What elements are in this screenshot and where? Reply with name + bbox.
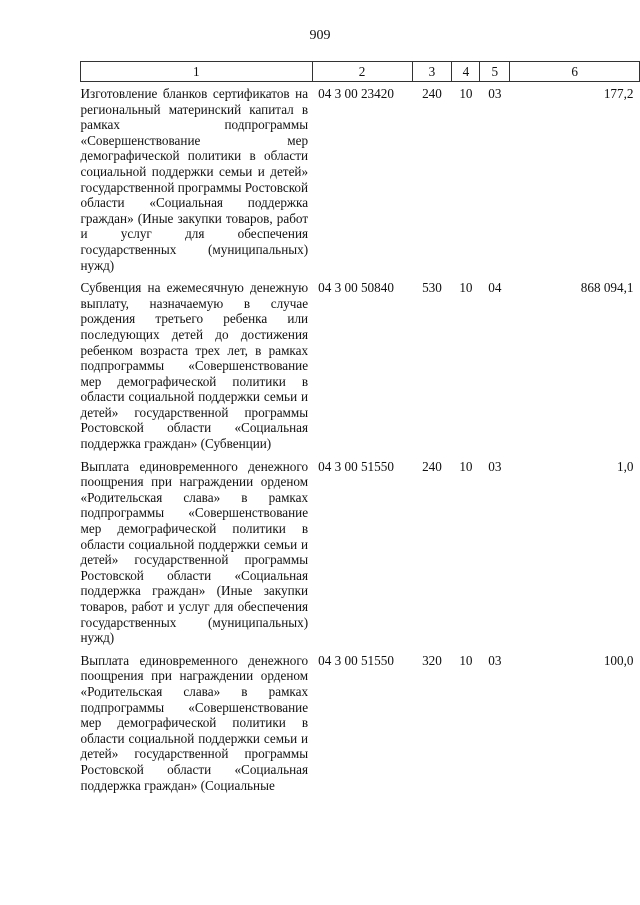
row-col3: 320	[422, 652, 442, 668]
row-code: 04 3 00 50840	[318, 280, 394, 296]
row-col4: 10	[459, 280, 473, 296]
column-header: 2	[312, 62, 412, 82]
row-amount: 868 094,1	[580, 280, 634, 296]
budget-table	[80, 61, 640, 800]
row-amount: 177,2	[603, 86, 634, 101]
table-header-row	[81, 62, 640, 82]
row-col5: 03	[488, 458, 502, 474]
row-description: Изготовление бланков сертификатов на региональный материнский капитал в рамках подпрограммы «Совершенствование мер демографической политики в области социальной поддержки семьи и детей» государственной программы Ростовской области «Социальная поддержка граждан» (Иные закупки товаров, работ и услуг для обеспечения государственных (муниципальных) нужд)	[80, 86, 309, 273]
row-col5: 04	[488, 280, 502, 296]
row-code: 04 3 00 51550	[318, 458, 394, 474]
table-row	[81, 459, 640, 653]
row-description: Субвенция на ежемесячную денежную выплату, назначаемую в случае рождения третьего ребенка или последующих детей до достижения ребенком возраста трех лет, в рамках подпрограммы «Совершенствование мер демографической политики в области социальной поддержки семьи и детей» государственной программы Ростовской области «Социальная поддержка граждан» (Субвенции)	[80, 280, 309, 452]
row-col4: 10	[459, 86, 473, 101]
row-col3: 240	[422, 86, 442, 101]
column-header: 3	[412, 62, 452, 82]
row-col3: 530	[422, 280, 442, 296]
column-header: 5	[480, 62, 510, 82]
row-code: 04 3 00 51550	[318, 652, 394, 668]
table-row	[81, 653, 640, 800]
row-col4: 10	[459, 652, 473, 668]
table-row	[81, 82, 640, 281]
row-description: Выплата единовременного денежного поощрения при награждении орденом «Родительская слава» в рамках подпрограммы «Совершенствование мер демографической политики в области социальной поддержки семьи и детей» государственной программы Ростовской области «Социальная поддержка граждан» (Социальные	[80, 652, 309, 793]
column-header: 4	[452, 62, 480, 82]
table-row	[81, 280, 640, 459]
column-header: 1	[81, 62, 313, 82]
row-col5: 03	[488, 86, 502, 101]
row-code: 04 3 00 23420	[318, 86, 394, 101]
page-number: 909	[309, 28, 331, 43]
column-header: 6	[510, 62, 640, 82]
row-description: Выплата единовременного денежного поощрения при награждении орденом «Родительская слава» в рамках подпрограммы «Совершенствование мер демографической политики в области социальной поддержки семьи и детей» государственной программы Ростовской области «Социальная поддержка граждан» (Иные закупки товаров, работ и услуг для обеспечения государственных (муниципальных) нужд)	[80, 458, 309, 646]
row-col5: 03	[488, 652, 502, 668]
row-col4: 10	[459, 458, 473, 474]
row-amount: 1,0	[617, 458, 634, 474]
row-col3: 240	[422, 458, 442, 474]
row-amount: 100,0	[603, 652, 634, 668]
